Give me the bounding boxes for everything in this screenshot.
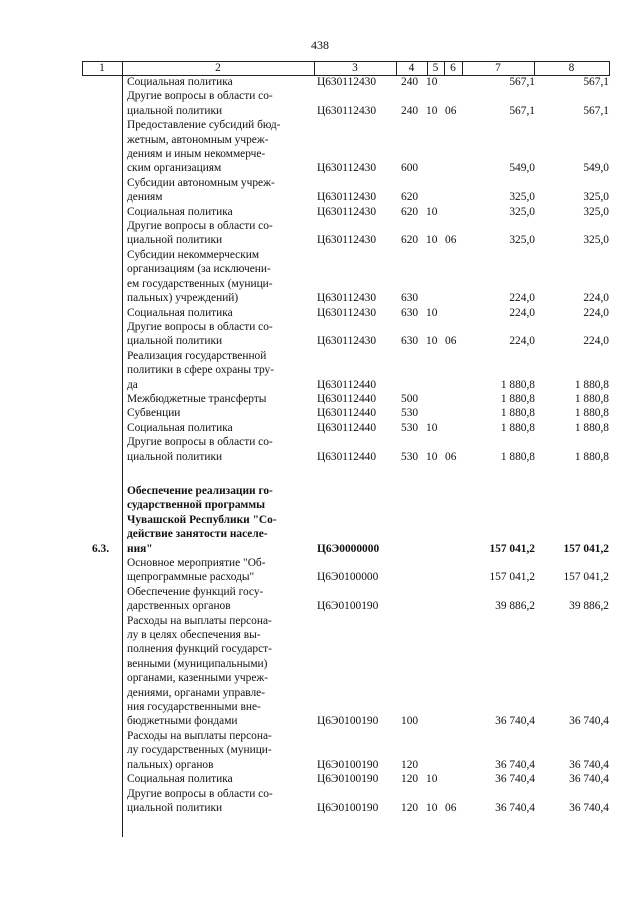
amount-col8: 36 740,4 [569,715,609,728]
amount-col7: 325,0 [509,234,535,247]
row-name [127,320,304,349]
row-name-line: Другие вопросы в области со- [127,787,273,800]
expense-type: 530 [401,450,419,463]
row-name-line: Чувашской Республики "Со- [127,513,277,526]
row-name-line: дениям [127,191,163,204]
section: 10 [426,104,438,117]
row-name-line: пальных) органов [127,758,214,771]
table-row [0,392,640,406]
row-name-line: ским организациям [127,162,222,175]
target-article: Ц6Э0100190 [317,600,379,613]
row-name-line: пальных) учреждений) [127,292,239,305]
row-name-line: Предоставление субсидий бюд- [127,119,281,132]
row-name-line: Субсидии некоммерческим [127,248,260,261]
row-name-line: циальной политики [127,450,223,463]
target-article: Ц630112440 [317,392,377,405]
row-name-line: Расходы на выплаты персона- [127,729,272,742]
amount-col7: 1 880,8 [500,421,535,434]
target-article: Ц6Э0100190 [317,758,379,771]
table-row [0,614,640,729]
row-number: 6.3. [92,542,110,555]
row-name-line: ния государственными вне- [127,701,261,714]
column-header-1: 1 [99,62,105,74]
table-row [0,75,640,89]
row-name [127,75,304,89]
row-name-line: действие занятости населе- [127,528,268,541]
target-article: Ц630112430 [317,162,377,175]
table-row [0,484,640,556]
expense-type: 620 [401,205,419,218]
amount-col7: 39 886,2 [495,600,535,613]
row-name-line: дарственных органов [127,600,231,613]
target-article: Ц630112430 [317,191,377,204]
subsection: 06 [445,335,457,348]
column-header-4: 4 [408,62,415,74]
table-row [0,421,640,435]
table-row [0,435,640,464]
expense-type: 630 [401,335,419,348]
expense-type: 240 [401,76,419,88]
expense-type: 530 [401,421,419,434]
amount-col7: 36 740,4 [495,801,535,814]
row-name [127,614,304,729]
row-name [127,406,304,420]
row-name-line: Социальная политика [127,205,233,218]
row-name-line: венными (муниципальными) [127,657,268,670]
row-name [127,421,304,435]
expense-type: 240 [401,104,419,117]
target-article: Ц630112440 [317,378,377,391]
row-name-line: Межбюджетные трансферты [127,392,267,405]
amount-col8: 224,0 [583,335,609,348]
row-name [127,392,304,406]
column-header-5: 5 [432,62,439,74]
column-header-8: 8 [568,62,575,74]
section: 10 [426,801,438,814]
amount-col8: 325,0 [583,191,609,204]
amount-col8: 1 880,8 [574,450,609,463]
row-name-line: Социальная политика [127,421,233,434]
column-header-3: 3 [352,62,358,74]
amount-col7: 1 880,8 [500,450,535,463]
target-article: Ц630112440 [317,407,377,420]
column-header-2: 2 [215,62,221,74]
row-name-line: циальной политики [127,104,223,117]
amount-col7: 157 041,2 [489,542,535,555]
row-name-line: Социальная политика [127,306,233,319]
amount-col8: 325,0 [583,234,609,247]
row-name [127,89,304,118]
table-header [82,61,610,75]
row-name-line: да [127,378,138,391]
row-name-line: циальной политики [127,234,223,247]
table-row [0,89,640,118]
table-row [0,176,640,205]
table-row [0,306,640,320]
row-name [127,248,304,306]
row-name-line: Расходы на выплаты персона- [127,614,272,627]
row-name-line: политики в сфере охраны тру- [127,364,275,377]
amount-col7: 224,0 [509,292,535,305]
row-name-line: Субвенции [127,407,181,420]
target-article: Ц630112430 [317,292,377,305]
amount-col8: 224,0 [583,292,609,305]
expense-type: 630 [401,292,419,305]
target-article: Ц630112430 [317,335,377,348]
target-article: Ц6Э0000000 [317,542,380,555]
row-name-line: Обеспечение функций госу- [127,585,264,598]
row-name-line: лу государственных (муници- [127,744,272,757]
amount-col8: 567,1 [583,76,609,88]
target-article: Ц630112430 [317,76,377,88]
row-name-line: дениям и иным некоммерче- [127,148,266,161]
row-name-line: Реализация государственной [127,349,267,362]
row-name-line: циальной политики [127,801,223,814]
row-name-line: органами, казенными учреж- [127,672,269,685]
amount-col8: 1 880,8 [574,421,609,434]
amount-col8: 36 740,4 [569,801,609,814]
expense-type: 100 [401,715,419,728]
subsection: 06 [445,801,457,814]
expense-type: 600 [401,162,419,175]
amount-col7: 567,1 [509,104,535,117]
expense-type: 500 [401,392,419,405]
table-row [0,320,640,349]
row-name-line: лу в целях обеспечения вы- [127,629,261,642]
table-row [0,406,640,420]
expense-type: 120 [401,801,419,814]
column-header-7: 7 [495,62,501,74]
table-row [0,729,640,772]
row-name-line: Другие вопросы в области со- [127,320,273,333]
table-row [0,772,640,786]
row-name-line: Субсидии автономным учреж- [127,176,275,189]
row-name-line: ем государственных (муници- [127,277,273,290]
target-article: Ц630112430 [317,104,377,117]
amount-col7: 549,0 [509,162,535,175]
row-name [127,118,304,176]
subsection: 06 [445,104,457,117]
amount-col7: 325,0 [509,191,535,204]
amount-col8: 1 880,8 [574,392,609,405]
row-name [127,219,304,248]
amount-col7: 224,0 [509,335,535,348]
section: 10 [426,306,438,319]
amount-col7: 36 740,4 [495,758,535,771]
row-name [127,772,304,786]
expense-type: 620 [401,234,419,247]
target-article: Ц630112440 [317,421,377,434]
subsection: 06 [445,450,457,463]
table-row [0,585,640,614]
row-name-line: Обеспечение реализации го- [127,484,273,497]
row-name [127,787,304,816]
target-article: Ц6Э0100000 [317,571,379,584]
table-row [0,205,640,219]
amount-col7: 36 740,4 [495,773,535,786]
row-name-line: Другие вопросы в области со- [127,90,273,103]
amount-col7: 1 880,8 [500,407,535,420]
table-row [0,219,640,248]
amount-col8: 325,0 [583,205,609,218]
row-name [127,176,304,205]
table-row [0,787,640,816]
amount-col8: 1 880,8 [574,407,609,420]
page-number: 438 [311,38,329,52]
amount-col7: 36 740,4 [495,715,535,728]
target-article: Ц6Э0100190 [317,773,379,786]
section: 10 [426,205,438,218]
target-article: Ц630112440 [317,450,377,463]
row-name [127,435,304,464]
amount-col8: 224,0 [583,306,609,319]
amount-col8: 549,0 [583,162,609,175]
table-body [0,75,640,815]
table-row [0,118,640,176]
section: 10 [426,450,438,463]
section: 10 [426,421,438,434]
expense-type: 530 [401,407,419,420]
amount-col7: 1 880,8 [500,378,535,391]
row-name-line: Социальная политика [127,773,233,786]
section: 10 [426,773,438,786]
row-name-line: дениями, органами управле- [127,686,266,699]
amount-col8: 567,1 [583,104,609,117]
row-name-line: жетным, автономным учреж- [127,133,269,146]
amount-col7: 157 041,2 [489,571,535,584]
amount-col7: 567,1 [509,76,535,88]
row-name [127,306,304,320]
expense-type: 630 [401,306,419,319]
row-name-line: Основное мероприятие "Об- [127,557,266,569]
row-name-line: ния" [127,542,153,555]
expense-type: 120 [401,758,419,771]
amount-col8: 36 740,4 [569,773,609,786]
column-header-6: 6 [450,62,456,74]
target-article: Ц6Э0100190 [317,801,379,814]
target-article: Ц630112430 [317,205,377,218]
row-name-line: щепрограммные расходы" [127,571,255,584]
expense-type: 620 [401,191,419,204]
row-name-line: Другие вопросы в области со- [127,436,273,449]
row-name [127,556,304,585]
amount-col8: 36 740,4 [569,758,609,771]
header-divider [609,61,610,75]
expense-type: 120 [401,773,419,786]
subsection: 06 [445,234,457,247]
amount-col8: 1 880,8 [574,378,609,391]
row-name [127,484,304,556]
row-name-line: циальной политики [127,335,223,348]
row-name [127,585,304,614]
table-row [0,556,640,585]
row-name-line: Другие вопросы в области со- [127,220,273,233]
section: 10 [426,335,438,348]
row-name [127,729,304,772]
amount-col7: 1 880,8 [500,392,535,405]
table-row [0,248,640,306]
row-name-line: бюджетными фондами [127,715,238,728]
section: 10 [426,234,438,247]
amount-col8: 157 041,2 [563,571,609,584]
target-article: Ц630112430 [317,234,377,247]
amount-col7: 224,0 [509,306,535,319]
row-name-line: полнения функций государст- [127,643,272,656]
amount-col8: 157 041,2 [563,542,609,555]
target-article: Ц630112430 [317,306,377,319]
row-name [127,349,304,392]
row-name-line: организациям (за исключени- [127,263,271,276]
target-article: Ц6Э0100190 [317,715,379,728]
section: 10 [426,76,438,88]
amount-col7: 325,0 [509,205,535,218]
row-name [127,205,304,219]
row-name-line: сударственной программы [127,499,265,512]
amount-col8: 39 886,2 [569,600,609,613]
table-row [0,349,640,392]
row-name-line: Социальная политика [127,76,233,88]
